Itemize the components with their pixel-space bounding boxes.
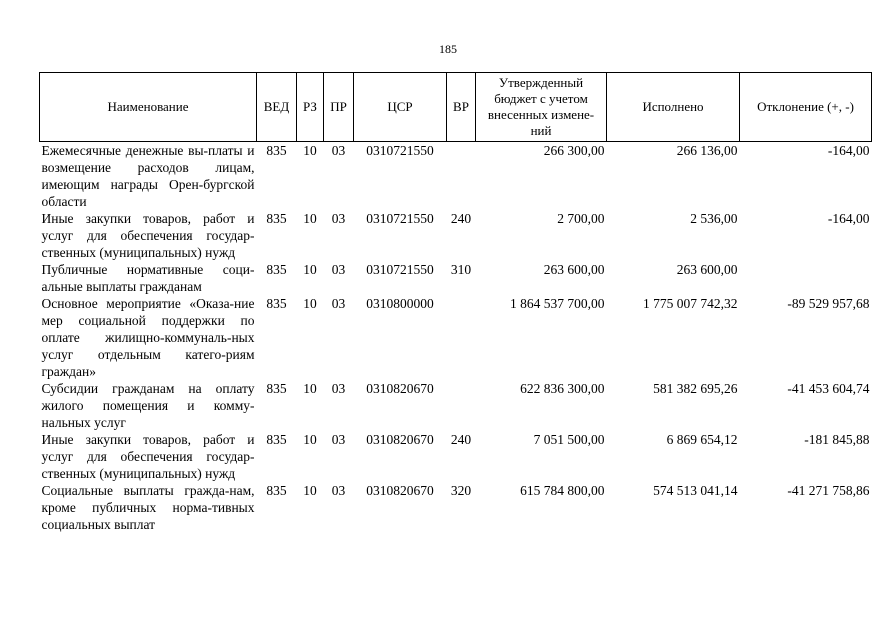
page-number: 185: [439, 42, 457, 56]
table-row: [40, 142, 872, 211]
row-approved: 615 784 800,00: [520, 483, 605, 498]
row-deviation: -41 271 758,86: [787, 483, 870, 498]
row-ved: 835: [266, 432, 287, 447]
row-deviation: -164,00: [827, 211, 870, 226]
table-row: [40, 261, 872, 295]
table-row: [40, 210, 872, 261]
row-name: Иные закупки товаров, работ и услуг для обеспечения государ-ственных (муниципальных) нужд: [41, 211, 255, 260]
row-csr: 0310820670: [366, 432, 434, 447]
row-rz: 10: [303, 143, 317, 158]
row-approved: 263 600,00: [543, 262, 605, 277]
row-vr: [447, 380, 476, 431]
row-pr: 03: [331, 296, 346, 311]
row-pr: 03: [331, 262, 346, 277]
header-pr: ПР: [324, 73, 354, 142]
header-deviation: Отклонение (+, -): [740, 73, 872, 142]
header-name: Наименование: [40, 73, 257, 142]
row-executed: 266 136,00: [676, 143, 738, 158]
row-rz: 10: [303, 211, 317, 226]
row-rz: 10: [303, 432, 317, 447]
row-vr: 240: [450, 432, 472, 447]
row-approved: 622 836 300,00: [520, 381, 605, 396]
row-deviation: -181 845,88: [804, 432, 870, 447]
row-csr: 0310800000: [366, 296, 434, 311]
header-rz: РЗ: [297, 73, 324, 142]
row-ved: 835: [266, 296, 287, 311]
row-ved: 835: [266, 262, 287, 277]
row-deviation: -89 529 957,68: [787, 296, 870, 311]
row-approved: 1 864 537 700,00: [510, 296, 605, 311]
row-pr: 03: [331, 143, 346, 158]
header-ved: ВЕД: [257, 73, 297, 142]
row-name: Иные закупки товаров, работ и услуг для обеспечения государ-ственных (муниципальных) нужд: [41, 432, 255, 481]
row-rz: 10: [303, 262, 317, 277]
row-csr: 0310721550: [366, 143, 434, 158]
row-ved: 835: [266, 143, 287, 158]
row-executed: 574 513 041,14: [653, 483, 738, 498]
row-pr: 03: [331, 211, 346, 226]
row-vr: 240: [450, 211, 472, 226]
header-vr: ВР: [447, 73, 476, 142]
table-row: [40, 431, 872, 482]
row-vr: [447, 142, 476, 211]
row-pr: 03: [331, 432, 346, 447]
row-vr: 310: [450, 262, 472, 277]
row-executed: 263 600,00: [676, 262, 738, 277]
row-executed: 1 775 007 742,32: [643, 296, 738, 311]
header-executed: Исполнено: [607, 73, 740, 142]
row-pr: 03: [331, 483, 346, 498]
row-rz: 10: [303, 483, 317, 498]
row-deviation: -164,00: [827, 143, 870, 158]
budget-table: [39, 72, 872, 533]
row-pr: 03: [331, 381, 346, 396]
row-executed: 581 382 695,26: [653, 381, 738, 396]
row-approved: 2 700,00: [557, 211, 605, 226]
row-csr: 0310820670: [366, 483, 434, 498]
row-executed: 6 869 654,12: [666, 432, 738, 447]
table-row: [40, 482, 872, 533]
table-body: [40, 142, 872, 534]
table-row: [40, 295, 872, 380]
row-deviation: [740, 261, 872, 295]
row-approved: 7 051 500,00: [533, 432, 605, 447]
header-approved: Утвержденный бюджет с учетом внесенных измене-ний: [476, 73, 607, 142]
header-csr: ЦСР: [354, 73, 447, 142]
row-ved: 835: [266, 483, 287, 498]
row-csr: 0310820670: [366, 381, 434, 396]
row-name: Основное мероприятие «Оказа-ние мер социальной поддержки по оплате жилищно-коммуналь-ных услуг отдельным катего-риям граждан»: [41, 296, 255, 379]
row-csr: 0310721550: [366, 211, 434, 226]
row-approved: 266 300,00: [543, 143, 605, 158]
row-name: Социальные выплаты гражда-нам, кроме публичных норма-тивных социальных выплат: [41, 483, 255, 532]
row-csr: 0310721550: [366, 262, 434, 277]
table-header-row: [40, 73, 872, 142]
table-row: [40, 380, 872, 431]
row-deviation: -41 453 604,74: [787, 381, 870, 396]
row-ved: 835: [266, 381, 287, 396]
row-rz: 10: [303, 296, 317, 311]
row-name: Публичные нормативные соци-альные выплаты гражданам: [41, 262, 255, 294]
row-ved: 835: [266, 211, 287, 226]
row-rz: 10: [303, 381, 317, 396]
row-name: Субсидии гражданам на оплату жилого помещения и комму-нальных услуг: [41, 381, 255, 430]
row-executed: 2 536,00: [690, 211, 738, 226]
row-vr: [447, 295, 476, 380]
row-vr: 320: [450, 483, 472, 498]
row-name: Ежемесячные денежные вы-платы и возмещение расходов лицам, имеющим награды Орен-бургской области: [41, 143, 255, 209]
